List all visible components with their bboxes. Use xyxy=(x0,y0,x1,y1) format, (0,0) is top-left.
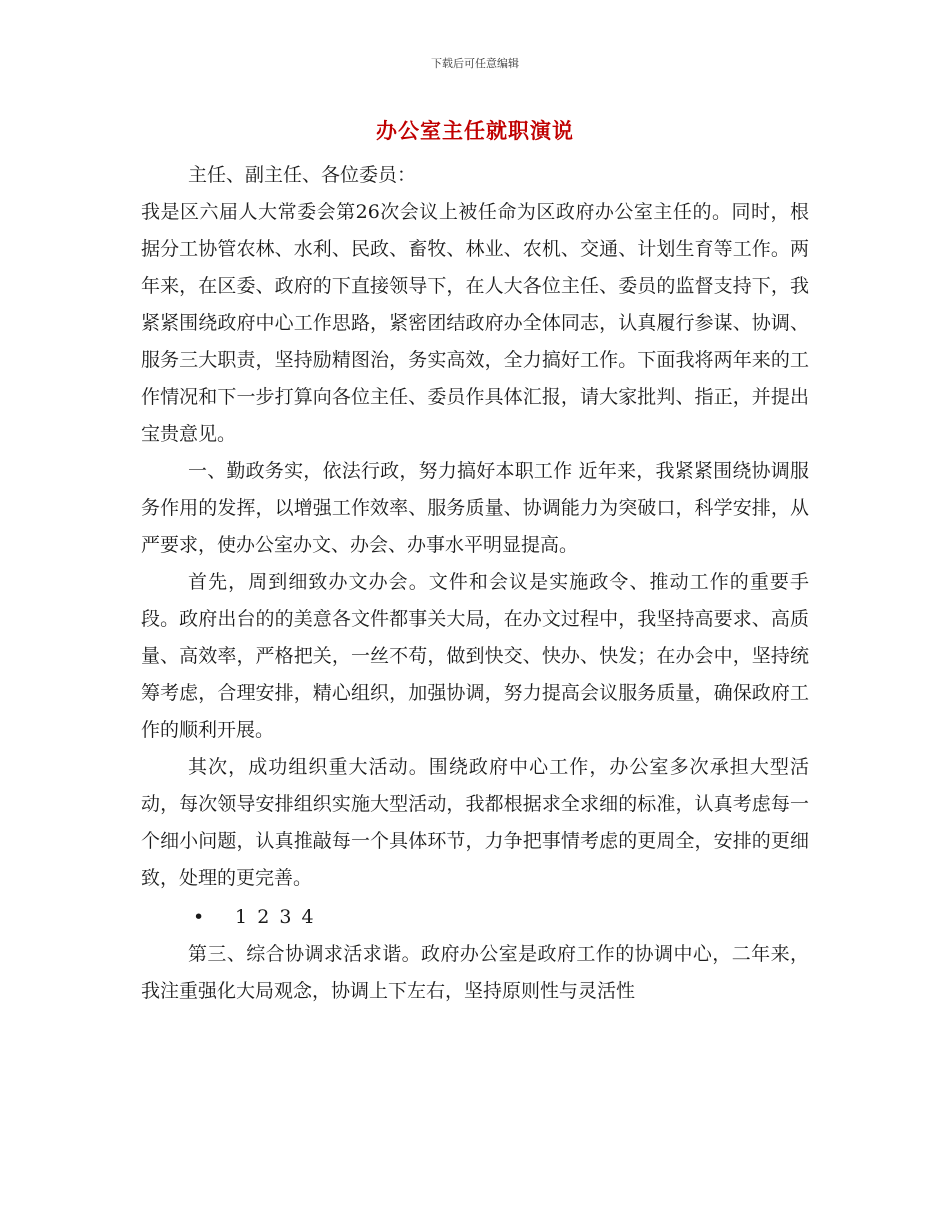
paragraph-3: 首先，周到细致办文办会。文件和会议是实施政令、推动工作的重要手段。政府出台的的美意各文件都事关大局，在办文过程中，我坚持高要求、高质量、高效率，严格把关，一丝不苟，做到快交、快办、快发；在办会中，坚持统筹考虑，合理安排，精心组织，加强协调，努力提高会议服务质量，确保政府工作的顺利开展。 xyxy=(141,571,809,741)
paragraph-2: 一、勤政务实，依法行政，努力搞好本职工作 近年来，我紧紧围绕协调服务作用的发挥，以增强工作效率、服务质量、协调能力为突破口，科学安排，从严要求，使办公室办文、办会、办事水平明显提高。 xyxy=(141,460,809,556)
page-number: 1 xyxy=(235,906,248,928)
paragraph-1: 我是区六届人大常委会第26次会议上被任命为区政府办公室主任的。同时，根据分工协管农林、水利、民政、畜牧、林业、农机、交通、计划生育等工作。两年来，在区委、政府的下直接领导下，在人大各位主任、委员的监督支持下，我紧紧围绕政府中心工作思路，紧密团结政府办全体同志，认真履行参谋、协调、服务三大职责，坚持励精图治，务实高效，全力搞好工作。下面我将两年来的工作情况和下一步打算向各位主任、委员作具体汇报，请大家批判、指正，并提出宝贵意见。 xyxy=(141,201,809,445)
page-header: 下载后可任意编辑 xyxy=(431,57,519,70)
page-numbers xyxy=(235,906,318,928)
bullet-icon: • xyxy=(193,906,205,928)
salutation: 主任、副主任、各位委员： xyxy=(188,164,417,186)
page-number: 2 xyxy=(257,906,270,928)
page-number: 4 xyxy=(301,906,314,928)
document-title: 办公室主任就职演说 xyxy=(376,118,574,143)
paragraph-4: 其次，成功组织重大活动。围绕政府中心工作，办公室多次承担大型活动，每次领导安排组织实施大型活动，我都根据求全求细的标准，认真考虑每一个细小问题，认真推敲每一个具体环节，力争把事情考虑的更周全，安排的更细致，处理的更完善。 xyxy=(141,756,809,889)
page-number: 3 xyxy=(279,906,292,928)
page-number-list xyxy=(141,899,809,936)
paragraph-5: 第三、综合协调求活求谐。政府办公室是政府工作的协调中心，二年来，我注重强化大局观念，协调上下左右，坚持原则性与灵活性 xyxy=(141,943,809,1002)
document-body xyxy=(141,157,809,1010)
